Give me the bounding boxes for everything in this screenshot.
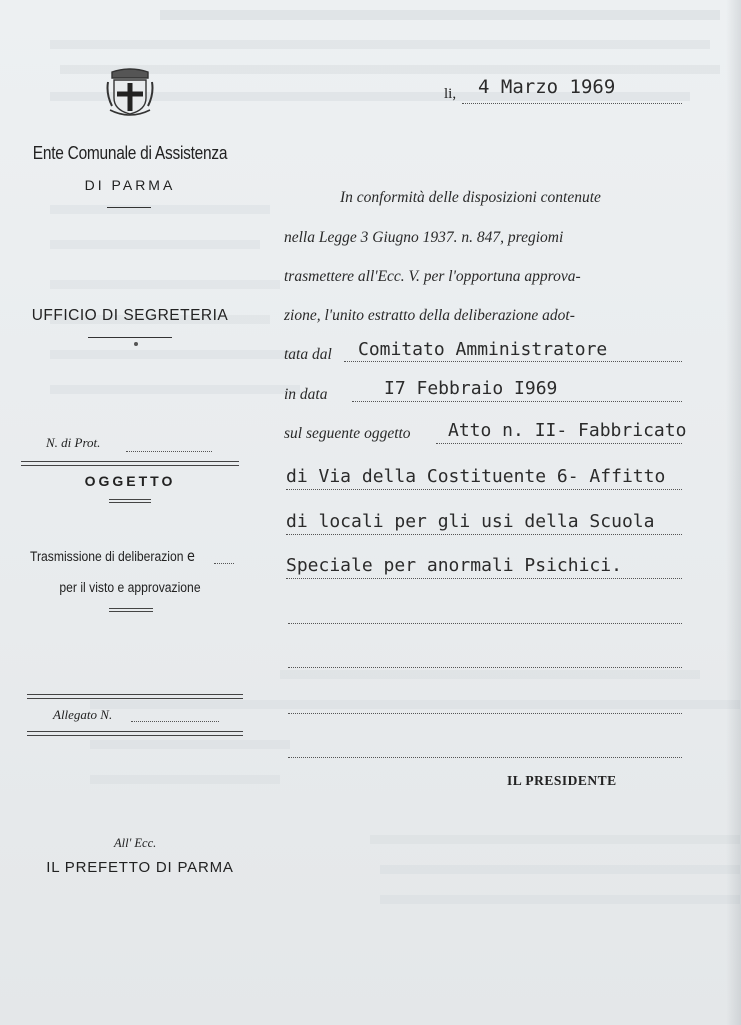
coat-of-arms-emblem: [104, 64, 156, 118]
body-line-4: zione, l'unito estratto della deliberazione adot-: [284, 307, 575, 324]
date-prefix: in data: [284, 386, 328, 403]
subject-heading: OGGETTO: [84, 473, 176, 489]
letter-date: 4 Marzo 1969: [478, 76, 616, 98]
bleed-through: [50, 40, 740, 940]
subject-line-1-text: Trasmissione di deliberazion: [30, 549, 184, 564]
prot-label: N. di Prot.: [46, 435, 101, 450]
subject-heading-divider-2: [109, 502, 151, 503]
blank-dotted-line-2: [288, 667, 682, 668]
signature-title: IL PRESIDENTE: [507, 773, 617, 788]
subject-bottom-divider-2: [109, 611, 153, 612]
subject-line-1: [30, 547, 228, 565]
attachment-bottom-rule-1: [27, 731, 243, 732]
subject-typed-line-1: Atto n. II- Fabbricato: [448, 420, 687, 441]
office-divider: [88, 337, 172, 338]
recipient-prefix: All' Ecc.: [114, 836, 157, 850]
attachment-top-rule-2: [27, 698, 243, 699]
attachment-bottom-rule-2: [27, 735, 243, 736]
blank-dotted-line-1: [288, 623, 682, 624]
body-line-3: trasmettere all'Ecc. V. per l'opportuna approva-: [284, 268, 581, 285]
subject-typed-line-3: di locali per gli usi della Scuola: [286, 511, 655, 532]
date-dotted-line: [462, 103, 682, 104]
recipient-name: IL PREFETTO DI PARMA: [46, 859, 234, 876]
subject-dots-1: [436, 443, 682, 444]
place-prefix: li,: [444, 86, 457, 102]
subject-dots-2: [286, 489, 682, 490]
subject-line-1-typed-suffix: e: [186, 547, 196, 565]
page-edge-shadow: [726, 0, 741, 1025]
adopted-by-dots: [344, 361, 682, 362]
prot-dotted-line: [126, 451, 212, 452]
attachment-dotted-line: [131, 721, 219, 722]
subject-typed-line-2: di Via della Costituente 6- Affitto: [286, 466, 666, 487]
subject-dots-4: [286, 578, 682, 579]
subject-prefix: sul seguente oggetto: [284, 425, 411, 442]
subject-top-rule-2: [21, 465, 239, 466]
subject-line-1-dots: [214, 563, 234, 564]
org-city: DI PARMA: [84, 177, 176, 193]
subject-bottom-divider-1: [109, 608, 153, 609]
deliberation-date-dots: [352, 401, 682, 402]
office-divider-dot: [134, 342, 138, 346]
subject-top-rule-1: [21, 461, 239, 462]
adopted-by-prefix: tata dal: [284, 346, 332, 363]
attachment-top-rule-1: [27, 694, 243, 695]
subject-heading-divider-1: [109, 499, 151, 500]
subject-line-2: per il visto e approvazione: [59, 580, 201, 595]
org-divider: [107, 207, 151, 208]
body-line-1: In conformità delle disposizioni contenute: [340, 189, 601, 206]
blank-dotted-line-3: [288, 713, 682, 714]
subject-dots-3: [286, 534, 682, 535]
org-name: Ente Comunale di Assistenza: [32, 143, 228, 163]
deliberation-date-value: I7 Febbraio I969: [384, 378, 558, 399]
subject-typed-line-4: Speciale per anormali Psichici.: [286, 555, 622, 576]
attachment-label: Allegato N.: [53, 707, 113, 722]
body-line-2: nella Legge 3 Giugno 1937. n. 847, pregiomi: [284, 229, 564, 246]
adopted-by-value: Comitato Amministratore: [358, 339, 608, 360]
office-name: UFFICIO DI SEGRETERIA: [31, 307, 229, 324]
blank-dotted-line-4: [288, 757, 682, 758]
